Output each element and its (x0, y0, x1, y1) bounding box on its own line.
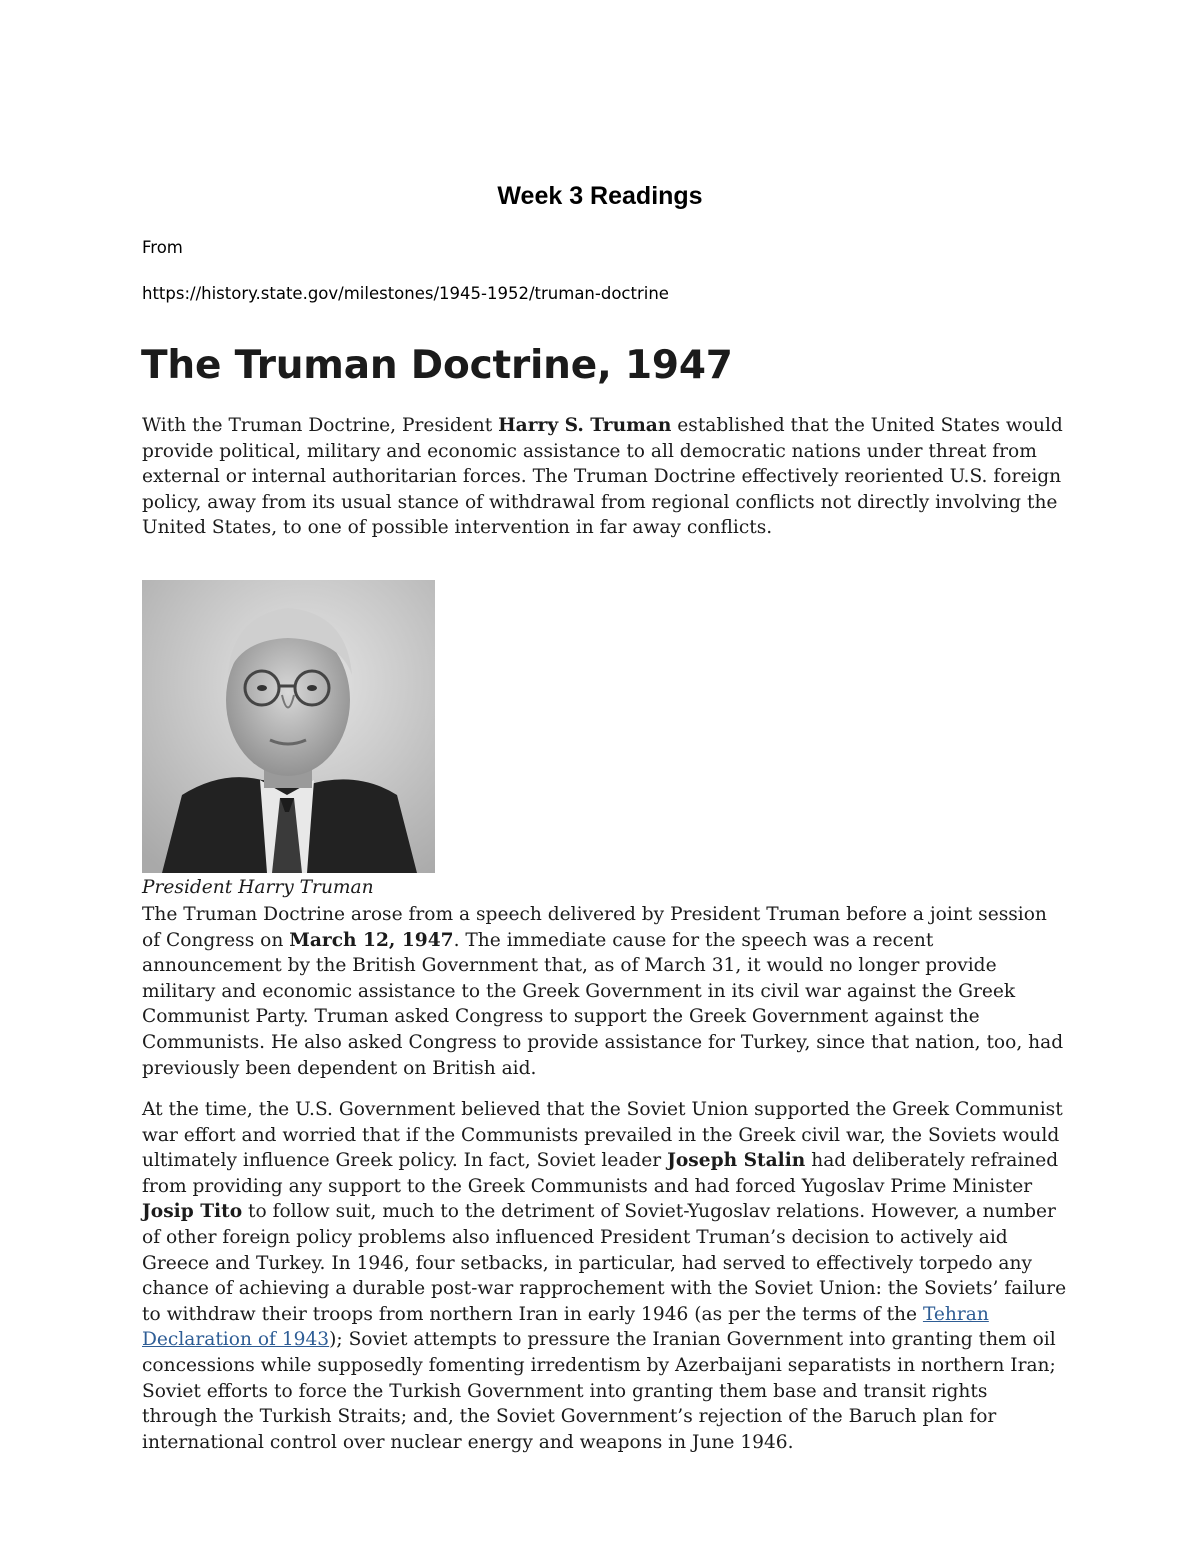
text-span: With the Truman Doctrine, President (142, 415, 499, 436)
from-label: From (142, 238, 183, 257)
bold-name-tito: Josip Tito (142, 1201, 243, 1223)
source-url[interactable]: https://history.state.gov/milestones/1945-1952/truman-doctrine (142, 284, 669, 303)
text-span: had deliberately refrained from providing any support to the Greek Communists and had forced Yugoslav Prime Minister (142, 1150, 1059, 1197)
text-span: to follow suit, much to the detriment of Soviet-Yugoslav relations. However, a number of other foreign policy problems also influenced President Truman’s decision to actively aid Greece and Turkey. In 1946, four setbacks, in particular, had served to effectively torpedo any chance of achieving a durable post-war rapprochement with the Soviet Union: the Soviets’ failure to withdraw their troops from northern Iran in early 1946 (as per the terms of the (142, 1201, 1067, 1325)
paragraph-speech (142, 902, 1067, 1081)
bold-name-stalin: Joseph Stalin (667, 1150, 806, 1172)
bold-date: March 12, 1947 (289, 929, 454, 951)
text-span: ); Soviet attempts to pressure the Iranian Government into granting them oil concessions while supposedly fomenting irredentism by Azerbaijani separatists in northern Iran; Soviet efforts to force the Turkish Government into granting them base and transit rights through the Turkish Straits; and, the Soviet Government’s rejection of the Baruch plan for international control over nuclear energy and weapons in June 1946. (142, 1329, 1056, 1453)
tehran-declaration-link[interactable]: Tehran Declaration of 1943 (142, 1303, 989, 1351)
text-span: established that the United States would provide political, military and economic assistance to all democratic nations under threat from external or internal authoritarian forces. The Truman Doctrine effectively reoriented U.S. foreign policy, away from its usual stance of withdrawal from regional conflicts not directly involving the United States, to one of possible intervention in far away conflicts. (142, 415, 1063, 539)
text-span: . The immediate cause for the speech was a recent announcement by the British Government that, as of March 31, it would no longer provide military and economic assistance to the Greek Government in its civil war against the Greek Communist Party. Truman asked Congress to support the Greek Government against the Communists. He also asked Congress to provide assistance for Turkey, since that nation, too, had previously been dependent on British aid. (142, 929, 1064, 1079)
document-title: Week 3 Readings (497, 182, 703, 210)
truman-portrait-photo (142, 580, 435, 873)
bold-name-truman: Harry S. Truman (498, 415, 672, 436)
article-heading: The Truman Doctrine, 1947 (141, 343, 733, 388)
paragraph-context (142, 1097, 1067, 1455)
paragraph-intro (142, 413, 1067, 541)
text-span: The Truman Doctrine arose from a speech delivered by President Truman before a joint session of Congress on (142, 904, 1047, 951)
photo-caption: President Harry Truman (142, 877, 374, 898)
text-span: At the time, the U.S. Government believed that the Soviet Union supported the Greek Communist war effort and worried that if the Communists prevailed in the Greek civil war, the Soviets would ultimately influence Greek policy. In fact, Soviet leader (142, 1099, 1063, 1172)
